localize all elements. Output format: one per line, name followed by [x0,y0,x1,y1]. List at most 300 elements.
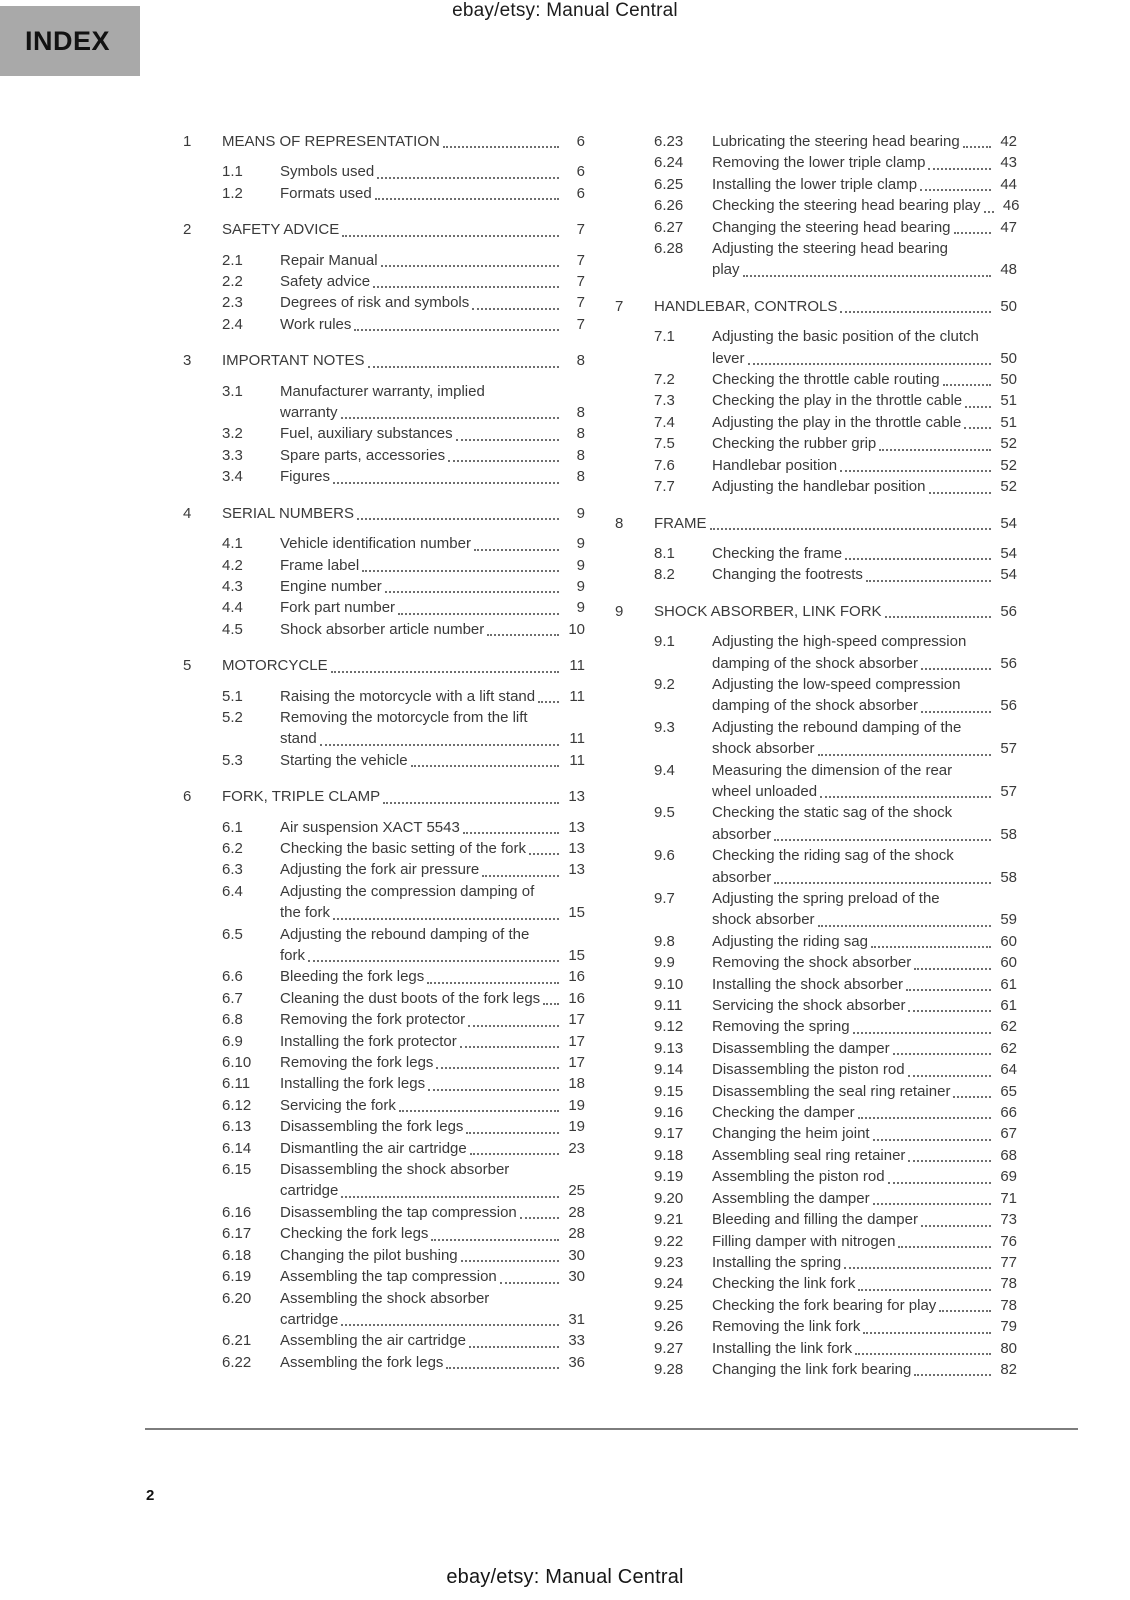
item-title: Adjusting the play in the throttle cable [712,413,962,431]
dot-leader [921,711,991,713]
dot-leader [743,275,991,277]
item-title: Checking the riding sag of the shock [712,847,954,865]
item-title: lever [712,349,745,367]
item-title: Repair Manual [280,251,378,269]
item-number: 6.7 [222,989,243,1007]
toc-item-entry[interactable] [183,924,585,967]
dot-leader [368,366,559,368]
item-title: Adjusting the riding sag [712,932,868,950]
dot-leader [436,1067,559,1069]
toc-item-entry[interactable] [615,1123,1017,1144]
toc-item-line [183,555,585,576]
dot-leader [357,518,559,520]
toc-item-line [183,1009,585,1030]
item-page-number: 54 [1000,566,1017,584]
dot-leader [984,211,994,213]
item-title: Symbols used [280,163,375,181]
item-number: 2.1 [222,251,243,269]
item-page-number: 50 [1000,371,1017,389]
dot-leader [470,1153,559,1155]
toc-item-entry[interactable] [615,152,1017,173]
item-title: Work rules [280,315,352,333]
toc-chapter-entry[interactable] [183,503,585,524]
toc-item-entry[interactable] [615,543,1017,564]
item-title: cartridge [280,1310,339,1328]
item-page-number: 9 [576,535,585,553]
item-number: 8.1 [654,544,675,562]
toc-item-entry[interactable] [183,161,585,182]
item-title: Frame label [280,556,360,574]
toc-item-entry[interactable] [183,597,585,618]
item-title: Lubricating the steering head bearing [712,133,960,150]
item-page-number: 31 [568,1310,585,1328]
item-title: Engine number [280,577,382,595]
chapter-title: SAFETY ADVICE [222,221,340,239]
item-title: Fork part number [280,599,396,617]
chapter-page-number: 6 [576,133,585,150]
item-page-number: 30 [568,1246,585,1264]
item-title: Adjusting the handlebar position [712,478,926,496]
toc-chapter-entry[interactable] [615,513,1017,534]
toc-item-line [615,1338,1017,1359]
item-number: 6.24 [654,154,684,172]
item-title: Disassembling the piston rod [712,1061,905,1079]
toc-item-entry[interactable] [183,1116,585,1137]
toc-item-entry[interactable] [615,564,1017,585]
toc-item-entry[interactable] [183,1352,585,1373]
toc-item-entry[interactable] [183,1095,585,1116]
page-footer-title: ebay/etsy: Manual Central [446,1566,684,1588]
item-title: Installing the link fork [712,1339,853,1357]
toc-item-line [183,381,585,402]
toc-item-entry[interactable] [615,412,1017,433]
item-number: 6.27 [654,218,684,236]
toc-item-line [615,217,1017,238]
item-title: Disassembling the shock absorber [280,1161,510,1179]
dot-leader [963,146,991,148]
item-number: 9.3 [654,718,675,736]
toc-item-line [615,1252,1017,1273]
toc-item-entry[interactable] [615,369,1017,390]
toc-item-entry[interactable] [183,381,585,424]
item-page-number: 8 [576,425,585,443]
item-page-number: 60 [1000,932,1017,950]
toc-item-entry[interactable] [615,1295,1017,1316]
toc-item-entry[interactable] [615,1081,1017,1102]
item-title: Assembling the air cartridge [280,1332,466,1350]
toc-item-entry[interactable] [183,686,585,707]
toc-item-entry[interactable] [183,1009,585,1030]
item-number: 9.18 [654,1146,684,1164]
item-title: Removing the fork legs [280,1054,434,1072]
dot-leader [469,1346,559,1348]
item-page-number: 60 [1000,954,1017,972]
item-page-number: 65 [1000,1082,1017,1100]
item-number: 4.2 [222,556,243,574]
toc-item-entry[interactable] [183,817,585,838]
toc-item-entry[interactable] [615,1016,1017,1037]
item-number: 5.1 [222,687,243,705]
toc-item-entry[interactable] [183,533,585,554]
toc-item-entry[interactable] [615,455,1017,476]
chapter-page-number: 54 [1000,514,1017,532]
dot-leader [308,960,559,962]
toc-item-entry[interactable] [615,888,1017,931]
toc-chapter-entry[interactable] [615,296,1017,317]
dot-leader [341,1196,559,1198]
item-title: Degrees of risk and symbols [280,294,470,312]
toc-chapter-entry[interactable] [183,350,585,371]
item-number: 6.17 [222,1225,252,1243]
toc-item-entry[interactable] [183,314,585,335]
item-page-number: 17 [568,1054,585,1072]
item-number: 6.20 [222,1289,252,1307]
item-number: 6.28 [654,240,684,258]
dot-leader [381,265,559,267]
item-number: 7.2 [654,371,675,389]
toc-chapter-entry[interactable] [183,786,585,807]
toc-item-entry[interactable] [615,995,1017,1016]
chapter-title: SERIAL NUMBERS [222,504,354,522]
item-title: warranty [280,404,338,422]
toc-item-line [615,738,1017,759]
toc-item-entry[interactable] [183,250,585,271]
toc-item-entry[interactable] [615,390,1017,411]
item-page-number: 25 [568,1182,585,1200]
item-page-number: 30 [568,1268,585,1286]
toc-item-line [183,1159,585,1180]
toc-item-entry[interactable] [615,217,1017,238]
dot-leader [468,1025,559,1027]
dot-leader [954,232,991,234]
toc-item-entry[interactable] [615,717,1017,760]
item-title: Disassembling the seal ring retainer [712,1082,951,1100]
toc-item-line [183,1180,585,1201]
item-number: 6.6 [222,968,243,986]
dot-leader [474,549,559,551]
dot-leader [748,363,991,365]
toc-item-entry[interactable] [615,1359,1017,1380]
toc-item-entry[interactable] [183,619,585,640]
chapter-number: 7 [615,297,624,315]
toc-item-entry[interactable] [615,1102,1017,1123]
dot-leader [543,1003,559,1005]
item-page-number: 13 [568,861,585,879]
item-page-number: 10 [568,620,585,638]
toc-chapter-entry[interactable] [183,131,585,152]
chapter-title: MOTORCYCLE [222,657,328,675]
dot-leader [873,1203,991,1205]
item-page-number: 54 [1000,544,1017,562]
toc-item-entry[interactable] [615,952,1017,973]
toc-chapter-entry[interactable] [183,219,585,240]
chapter-title: SHOCK ABSORBER, LINK FORK [654,602,882,620]
toc-item-entry[interactable] [615,1059,1017,1080]
item-page-number: 73 [1000,1211,1017,1229]
item-page-number: 56 [1000,654,1017,672]
dot-leader [398,613,559,615]
item-title: Installing the lower triple clamp [712,175,918,193]
item-title: Changing the pilot bushing [280,1246,458,1264]
item-page-number: 77 [1000,1253,1017,1271]
item-title: Cleaning the dust boots of the fork legs [280,989,541,1007]
dot-leader [840,470,991,472]
toc-item-entry[interactable] [615,131,1017,152]
item-number: 9.6 [654,847,675,865]
dot-leader [855,1353,991,1355]
dot-leader [873,1139,991,1141]
item-title: stand [280,730,317,748]
footer-divider [145,1428,1078,1430]
toc-item-line [183,1309,585,1330]
toc-item-line [615,974,1017,995]
toc-item-line [183,619,585,640]
dot-leader [818,925,991,927]
toc-item-entry[interactable] [615,760,1017,803]
dot-leader [482,875,559,877]
dot-leader [460,1046,559,1048]
item-number: 2.4 [222,315,243,333]
item-number: 9.12 [654,1018,684,1036]
toc-item-entry[interactable] [615,1231,1017,1252]
toc-item-entry[interactable] [183,1223,585,1244]
item-page-number: 57 [1000,740,1017,758]
toc-item-line [615,952,1017,973]
toc-item-entry[interactable] [183,183,585,204]
chapter-number: 1 [183,133,192,150]
item-title: Adjusting the steering head bearing [712,240,949,258]
toc-item-entry[interactable] [615,931,1017,952]
dot-leader [921,1225,991,1227]
toc-item-entry[interactable] [183,1031,585,1052]
dot-leader [774,839,991,841]
toc-item-line [183,402,585,423]
dot-leader [456,439,559,441]
toc-item-entry[interactable] [615,802,1017,845]
toc-item-line [183,1266,585,1287]
item-title: Adjusting the compression damping of [280,882,535,900]
toc-item-entry[interactable] [183,292,585,313]
toc-item-entry[interactable] [183,750,585,771]
toc-item-entry[interactable] [615,476,1017,497]
toc-item-entry[interactable] [183,838,585,859]
item-page-number: 8 [576,468,585,486]
item-page-number: 18 [568,1075,585,1093]
toc-item-entry[interactable] [183,466,585,487]
toc-item-line [615,717,1017,738]
item-number: 9.14 [654,1061,684,1079]
item-number: 7.7 [654,478,675,496]
toc-item-line [183,271,585,292]
toc-item-line [183,707,585,728]
page-number: 2 [146,1487,155,1504]
dot-leader [858,1117,991,1119]
toc-item-entry[interactable] [615,1166,1017,1187]
toc-chapter-entry[interactable] [183,655,585,676]
dot-leader [914,1374,991,1376]
toc-item-line [615,760,1017,781]
item-title: Adjusting the high-speed compression [712,633,967,651]
toc-item-line [615,674,1017,695]
toc-item-entry[interactable] [183,555,585,576]
item-title: Raising the motorcycle with a lift stand [280,687,536,705]
item-page-number: 78 [1000,1296,1017,1314]
toc-item-entry[interactable] [615,238,1017,281]
item-number: 9.27 [654,1339,684,1357]
toc-chapter-entry[interactable] [615,601,1017,622]
toc-item-entry[interactable] [183,1073,585,1094]
toc-item-entry[interactable] [615,1145,1017,1166]
toc-item-entry[interactable] [183,966,585,987]
dot-leader [538,701,559,703]
item-number: 9.22 [654,1232,684,1250]
toc-item-line [615,238,1017,259]
item-page-number: 16 [568,968,585,986]
item-title: Figures [280,468,331,486]
toc-item-line [615,476,1017,497]
toc-item-line [615,995,1017,1016]
toc-item-entry[interactable] [183,445,585,466]
dot-leader [943,384,991,386]
toc-item-entry[interactable] [183,1245,585,1266]
chapter-page-number: 8 [576,352,585,370]
item-title: Adjusting the low-speed compression [712,675,961,693]
item-number: 9.21 [654,1211,684,1229]
dot-leader [928,168,991,170]
dot-leader [446,1367,559,1369]
toc-item-entry[interactable] [615,1338,1017,1359]
toc-item-entry[interactable] [183,1330,585,1351]
item-title: Formats used [280,184,372,202]
toc-item-entry[interactable] [615,1273,1017,1294]
toc-item-line [615,1316,1017,1337]
toc-item-entry[interactable] [183,707,585,750]
item-page-number: 82 [1000,1360,1017,1378]
toc-item-entry[interactable] [183,1052,585,1073]
toc-item-entry[interactable] [615,433,1017,454]
dot-leader [866,580,991,582]
item-number: 9.19 [654,1168,684,1186]
toc-item-line [183,445,585,466]
toc-item-entry[interactable] [183,423,585,444]
toc-item-entry[interactable] [183,988,585,1009]
item-number: 9.17 [654,1125,684,1143]
toc-item-entry[interactable] [615,631,1017,674]
item-page-number: 9 [576,599,585,617]
item-title: Checking the basic setting of the fork [280,839,526,857]
item-title: Spare parts, accessories [280,446,446,464]
page-header-title: ebay/etsy: Manual Central [452,0,678,21]
toc-item-entry[interactable] [615,1252,1017,1273]
toc-item-line [615,1231,1017,1252]
item-number: 9.1 [654,633,675,651]
item-title: Vehicle identification number [280,535,471,553]
toc-item-entry[interactable] [615,845,1017,888]
item-page-number: 28 [568,1225,585,1243]
item-page-number: 23 [568,1139,585,1157]
toc-item-line [615,1081,1017,1102]
item-title: Installing the fork legs [280,1075,426,1093]
toc-item-entry[interactable] [183,1159,585,1202]
item-page-number: 58 [1000,868,1017,886]
item-title: absorber [712,825,772,843]
item-title: Adjusting the fork air pressure [280,861,480,879]
toc-item-entry[interactable] [615,326,1017,369]
toc-item-entry[interactable] [615,1038,1017,1059]
toc-item-entry[interactable] [183,1138,585,1159]
item-page-number: 6 [576,184,585,202]
toc-item-entry[interactable] [615,1209,1017,1230]
toc-item-entry[interactable] [183,1202,585,1223]
item-page-number: 52 [1000,478,1017,496]
item-title: wheel unloaded [712,782,818,800]
toc-item-line [615,931,1017,952]
toc-item-line [615,1102,1017,1123]
item-number: 6.22 [222,1353,252,1371]
toc-item-entry[interactable] [615,195,1020,216]
chapter-number: 6 [183,788,192,806]
toc-item-entry[interactable] [615,1188,1017,1209]
item-title: shock absorber [712,740,815,758]
toc-item-line [615,781,1017,802]
item-page-number: 56 [1000,697,1017,715]
toc-item-entry[interactable] [615,974,1017,995]
item-number: 6.4 [222,882,243,900]
toc-item-line [183,859,585,880]
dot-leader [428,1089,559,1091]
item-page-number: 15 [568,904,585,922]
chapter-number: 4 [183,504,192,522]
dot-leader [853,1032,991,1034]
toc-item-line [615,1359,1017,1380]
chapter-page-number: 56 [1000,602,1017,620]
item-title: Checking the fork legs [280,1225,429,1243]
toc-item-entry[interactable] [183,271,585,292]
toc-item-entry[interactable] [183,576,585,597]
item-number: 4.3 [222,577,243,595]
toc-item-line [615,564,1017,585]
dot-leader [964,427,991,429]
toc-item-entry[interactable] [183,1288,585,1331]
toc-item-line [615,326,1017,347]
toc-item-entry[interactable] [615,674,1017,717]
item-number: 9.9 [654,954,675,972]
toc-item-entry[interactable] [615,1316,1017,1337]
item-page-number: 13 [568,839,585,857]
dot-leader [529,853,559,855]
toc-item-entry[interactable] [615,174,1017,195]
item-number: 9.13 [654,1039,684,1057]
item-page-number: 33 [568,1332,585,1350]
item-title: Changing the footrests [712,566,863,584]
toc-item-entry[interactable] [183,1266,585,1287]
toc-item-entry[interactable] [183,881,585,924]
item-number: 6.8 [222,1011,243,1029]
item-number: 9.23 [654,1253,684,1271]
dot-leader [953,1096,991,1098]
item-page-number: 16 [568,989,585,1007]
dot-leader [385,591,559,593]
item-number: 7.5 [654,435,675,453]
chapter-page-number: 50 [1000,297,1017,315]
item-page-number: 17 [568,1032,585,1050]
item-number: 9.15 [654,1082,684,1100]
item-page-number: 68 [1000,1146,1017,1164]
dot-leader [908,1075,991,1077]
item-title: Assembling the tap compression [280,1268,497,1286]
toc-item-entry[interactable] [183,859,585,880]
item-title: Checking the rubber grip [712,435,877,453]
